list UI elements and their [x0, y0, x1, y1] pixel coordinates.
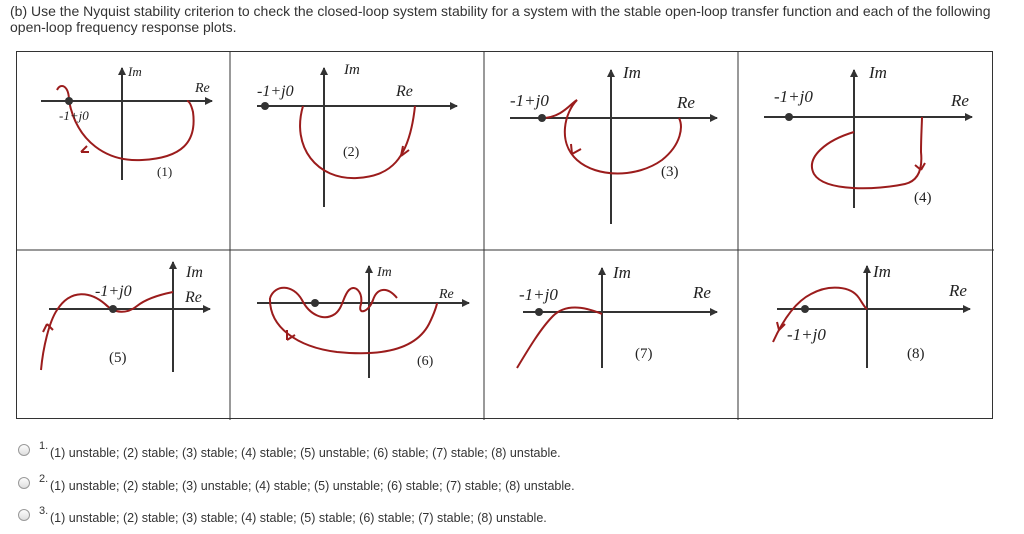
- point-label: -1+j0: [59, 108, 89, 123]
- point-label: -1+j0: [519, 285, 558, 304]
- nyquist-plot-2: [257, 62, 457, 207]
- point-label: -1+j0: [510, 91, 549, 110]
- radio-button[interactable]: [18, 477, 30, 489]
- option-text: (1) unstable; (2) stable; (3) unstable; (4) stable; (5) unstable; (6) stable; (7) stable; (8) unstable.: [50, 479, 575, 493]
- option-text: (1) unstable; (2) stable; (3) stable; (4) stable; (5) unstable; (6) stable; (7) stable; (8) unstable.: [50, 446, 561, 460]
- im-label: Im: [869, 63, 887, 82]
- re-label: Re: [949, 281, 967, 300]
- plot-number: (2): [343, 145, 360, 160]
- plot-number: (8): [907, 346, 925, 362]
- critical-point: [538, 114, 546, 122]
- option-text: (1) unstable; (2) stable; (3) stable; (4) stable; (5) stable; (6) stable; (7) stable; (8) unstable.: [50, 511, 547, 525]
- radio-button[interactable]: [18, 444, 30, 456]
- question-text: (b) Use the Nyquist stability criterion to check the closed-loop system stability for a system with the stable open-loop transfer function and each of the following open-loop frequency response plots.: [10, 3, 991, 35]
- im-label: Im: [623, 63, 641, 82]
- nyquist-curve: [812, 117, 922, 188]
- critical-point: [65, 97, 73, 105]
- re-label: Re: [185, 289, 202, 306]
- re-label: Re: [951, 91, 969, 110]
- re-label: Re: [677, 93, 695, 112]
- critical-point: [109, 305, 117, 313]
- direction-arrow: [571, 144, 581, 154]
- radio-button[interactable]: [18, 509, 30, 521]
- im-label: Im: [128, 64, 142, 79]
- answer-option-2[interactable]: [18, 473, 718, 497]
- plot-number: (1): [157, 164, 173, 179]
- nyquist-plot-7: [517, 263, 717, 368]
- nyquist-curve: [41, 292, 173, 370]
- nyquist-plot-grid: [16, 51, 993, 419]
- nyquist-plot-3: [510, 63, 717, 224]
- critical-point: [311, 299, 319, 307]
- re-label: Re: [693, 283, 711, 302]
- im-label: Im: [186, 264, 203, 281]
- nyquist-curve: [300, 106, 415, 178]
- re-label: Re: [195, 81, 210, 96]
- critical-point: [801, 305, 809, 313]
- option-number: 1.: [39, 440, 49, 452]
- plot-number: (7): [635, 346, 653, 362]
- answer-option-1[interactable]: [18, 440, 718, 464]
- critical-point: [785, 113, 793, 121]
- nyquist-plot-8: [773, 262, 970, 368]
- im-label: Im: [873, 262, 891, 281]
- nyquist-curve: [517, 308, 602, 369]
- option-number: 2.: [39, 473, 49, 485]
- plot-number: (5): [109, 350, 127, 366]
- nyquist-plot-4: [764, 63, 972, 208]
- plot-number: (4): [914, 190, 932, 206]
- point-label: -1+j0: [774, 87, 813, 106]
- critical-point: [535, 308, 543, 316]
- direction-arrow: [81, 146, 89, 152]
- answer-option-3[interactable]: [18, 505, 718, 529]
- point-label: -1+j0: [95, 283, 132, 300]
- point-label: -1+j0: [257, 83, 294, 100]
- im-label: Im: [377, 265, 392, 280]
- im-label: Im: [613, 263, 631, 282]
- point-label: -1+j0: [787, 325, 826, 344]
- nyquist-plot-6: [257, 265, 469, 378]
- plot-number: (3): [661, 164, 679, 180]
- im-label: Im: [344, 62, 360, 78]
- critical-point: [261, 102, 269, 110]
- nyquist-plot-5: [41, 262, 210, 372]
- nyquist-plot-1: [41, 64, 212, 180]
- option-number: 3.: [39, 505, 49, 517]
- re-label: Re: [439, 287, 454, 302]
- plot-number: (6): [417, 354, 434, 369]
- re-label: Re: [396, 83, 413, 100]
